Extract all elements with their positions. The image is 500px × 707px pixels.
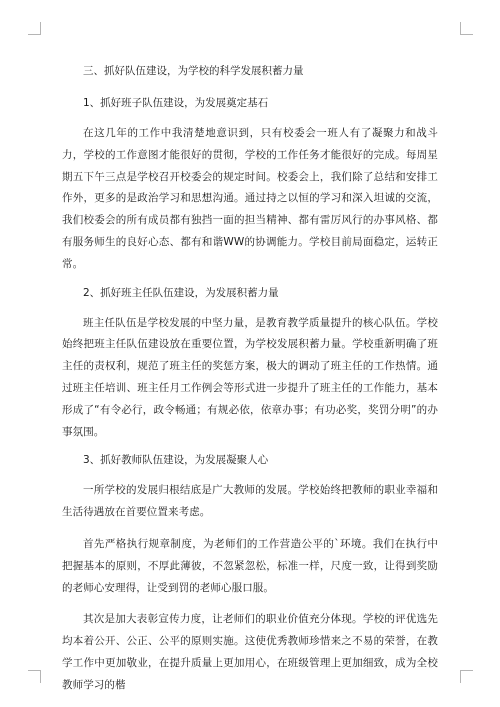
- crop-mark-bottom-left: [28, 670, 41, 683]
- crop-mark-top-right: [460, 22, 473, 35]
- subsection-heading-1: 1、抓好班子队伍建设，为发展奠定基石: [83, 97, 269, 109]
- document-body: [62, 64, 438, 707]
- paragraph-4: 首先严格执行规章制度，为老师们的工作营造公平的`环境。我们在执行中把握基本的原则，不厚此薄彼，不忽紧忽松，标准一样，尺度一致，让得到奖励的老师心安理得，让受到罚的老师心服口服。: [62, 537, 438, 594]
- crop-mark-bottom-right: [460, 670, 473, 683]
- paragraph-5: 其次是加大表彰宣传力度，让老师们的职业价值充分体现。学校的评优选先均本着公开、公正、公平的原则实施。这使优秀教师珍惜来之不易的荣誉，在教学工作中更加敬业，在提升质量上更加用心，在班级管理上更加细致，成为全校教师学习的楷: [62, 613, 438, 691]
- paragraph-3: 一所学校的发展归根结底是广大教师的发展。学校始终把教师的职业幸福和生活待遇放在首要位置来考虑。: [62, 484, 438, 519]
- paragraph-2: 班主任队伍是学校发展的中坚力量，是教育教学质量提升的核心队伍。学校始终把班主任队伍建设放在重要位置，为学校发展积蓄力量。学校重新明确了班主任的责权利，规范了班主任的奖惩方案，极大的调动了班主任的工作热情。通过班主任培训、班主任月工作例会等形式进一步提升了班主任的工作能力，基本形成了“有令必行，政令畅通；有规必依，依章办事；有功必奖，奖罚分明”的办事氛围。: [62, 316, 438, 438]
- paragraph-1: 在这几年的工作中我清楚地意识到，只有校委会一班人有了凝聚力和战斗力，学校的工作意图才能很好的贯彻，学校的工作任务才能很好的完成。每周星期五下午三点是学校召开校委会的规定时间。校委会上，我们除了总结和安排工作外，更多的是政治学习和思想沟通。通过持之以恒的学习和深入坦诚的交流，我们校委会的所有成员都有独挡一面的担当精神、都有雷厉风行的办事风格、都有服务师生的良好心态、都有和谐WW的协调能力。学校目前局面稳定，运转正常。: [62, 127, 438, 270]
- subsection-heading-2: 2、抓好班主任队伍建设，为发展积蓄力量: [83, 286, 279, 299]
- crop-mark-top-left: [28, 22, 41, 35]
- subsection-heading-3: 3、抓好教师队伍建设，为发展凝聚人心: [83, 454, 269, 467]
- section-heading: 三、抓好队伍建设，为学校的科学发展积蓄力量: [83, 65, 304, 77]
